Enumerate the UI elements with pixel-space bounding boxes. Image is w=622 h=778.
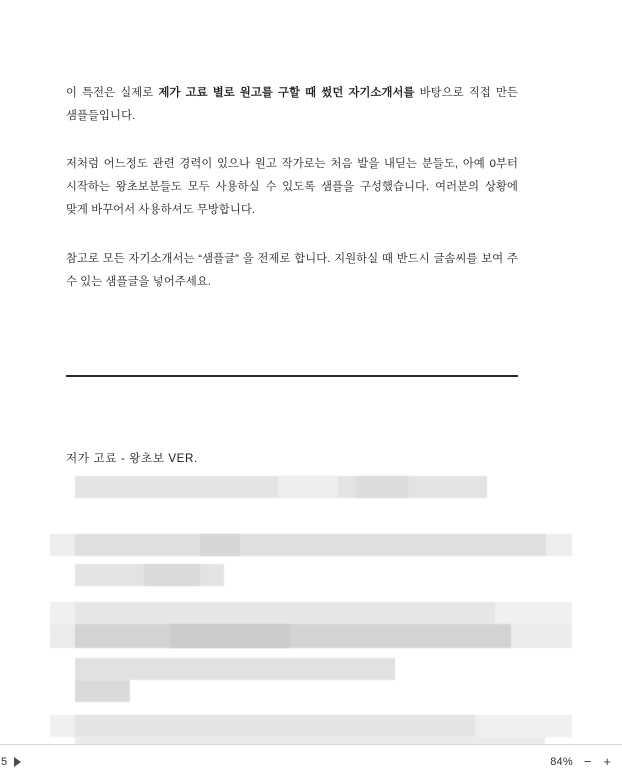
redacted-text-block: [75, 602, 495, 624]
section-heading: 저가 고료 - 왕초보 VER.: [66, 452, 198, 465]
redacted-text-block: [75, 534, 546, 556]
viewer-toolbar: [0, 744, 622, 778]
zoom-controls: [550, 755, 614, 768]
zoom-level-label: 84%: [550, 755, 573, 768]
text-run: 저처럼 어느정도 관련 경력이 있으나 원고 작가로는 처음 발을 내딛는 분들도, 아예 0부터 시작하는 왕초보분들도 모두 사용하실 수 있도록 샘플을 구성했습니다. 여러분의 상황에 맞게 바꾸어서 사용하셔도 무방합니다.: [66, 158, 518, 216]
horizontal-divider: [66, 375, 518, 377]
redacted-text-block: [75, 658, 395, 680]
redacted-text-block: [170, 624, 290, 648]
text-run: 참고로 모든 자기소개서는 “샘플글” 을 전제로 합니다. 지원하실 때 반드시 글솜씨를 보여 주 수 있는 샘플글을 넣어주세요.: [66, 253, 518, 288]
paragraph-2: [66, 153, 518, 222]
page-number-label: 5: [1, 755, 8, 768]
next-page-icon[interactable]: [14, 757, 21, 767]
document-text-body: [66, 82, 518, 294]
redacted-content-area: [50, 472, 572, 744]
text-run-bold: 제가 고료 별로 원고를 구할 때 썼던 자기소개서를: [158, 87, 415, 99]
zoom-in-icon[interactable]: +: [603, 754, 611, 769]
redacted-text-block: [75, 737, 545, 744]
redacted-text-block: [75, 715, 475, 737]
text-run: 이 특전은 실제로: [66, 87, 159, 99]
text-run: 바탕으로 직접 만든 샘플들입니다.: [66, 87, 519, 122]
redacted-text-block: [75, 624, 511, 648]
paragraph-1: [66, 82, 518, 128]
paragraph-3: [66, 248, 518, 294]
redacted-text-block: [200, 534, 240, 556]
redacted-text-block: [356, 476, 408, 498]
page-navigation: [0, 756, 21, 768]
redacted-text-block: [278, 476, 338, 498]
zoom-out-icon[interactable]: −: [583, 754, 592, 769]
redacted-text-block: [75, 680, 130, 702]
redacted-text-block: [144, 564, 200, 586]
